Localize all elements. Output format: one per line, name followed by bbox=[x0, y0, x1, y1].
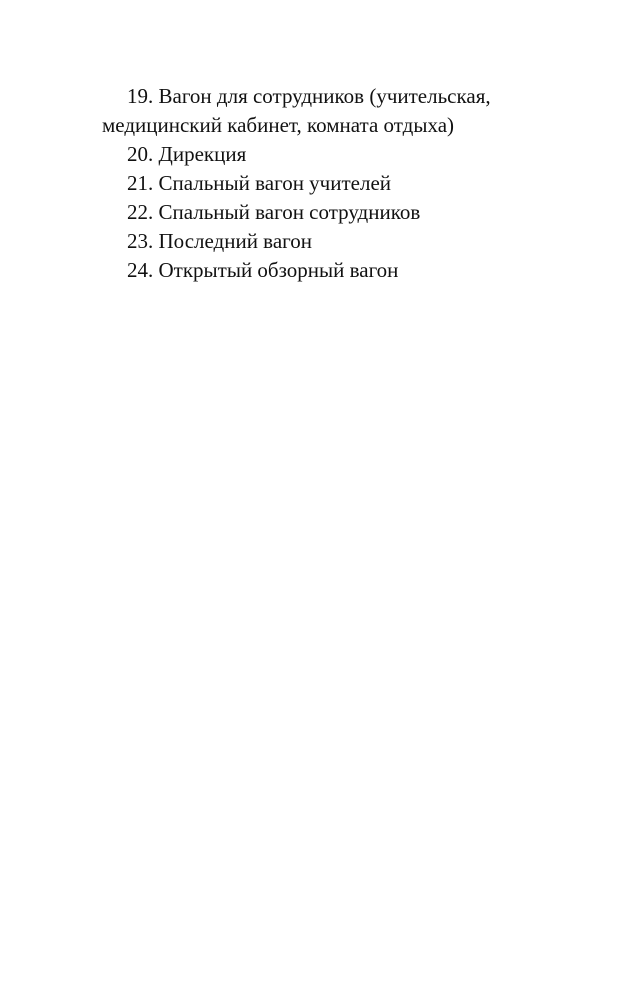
list-item: 22. Спальный вагон сотрудников bbox=[127, 200, 421, 224]
list-item: 20. Дирекция bbox=[127, 142, 247, 166]
list-item: 23. Последний вагон bbox=[127, 229, 312, 253]
list-item: 19. Вагон для сотрудников (учительская, медицинский кабинет, комната отдыха) bbox=[102, 84, 491, 137]
list-item: 21. Спальный вагон учителей bbox=[127, 171, 392, 195]
numbered-list bbox=[102, 82, 562, 285]
list-item: 24. Открытый обзорный вагон bbox=[127, 258, 399, 282]
